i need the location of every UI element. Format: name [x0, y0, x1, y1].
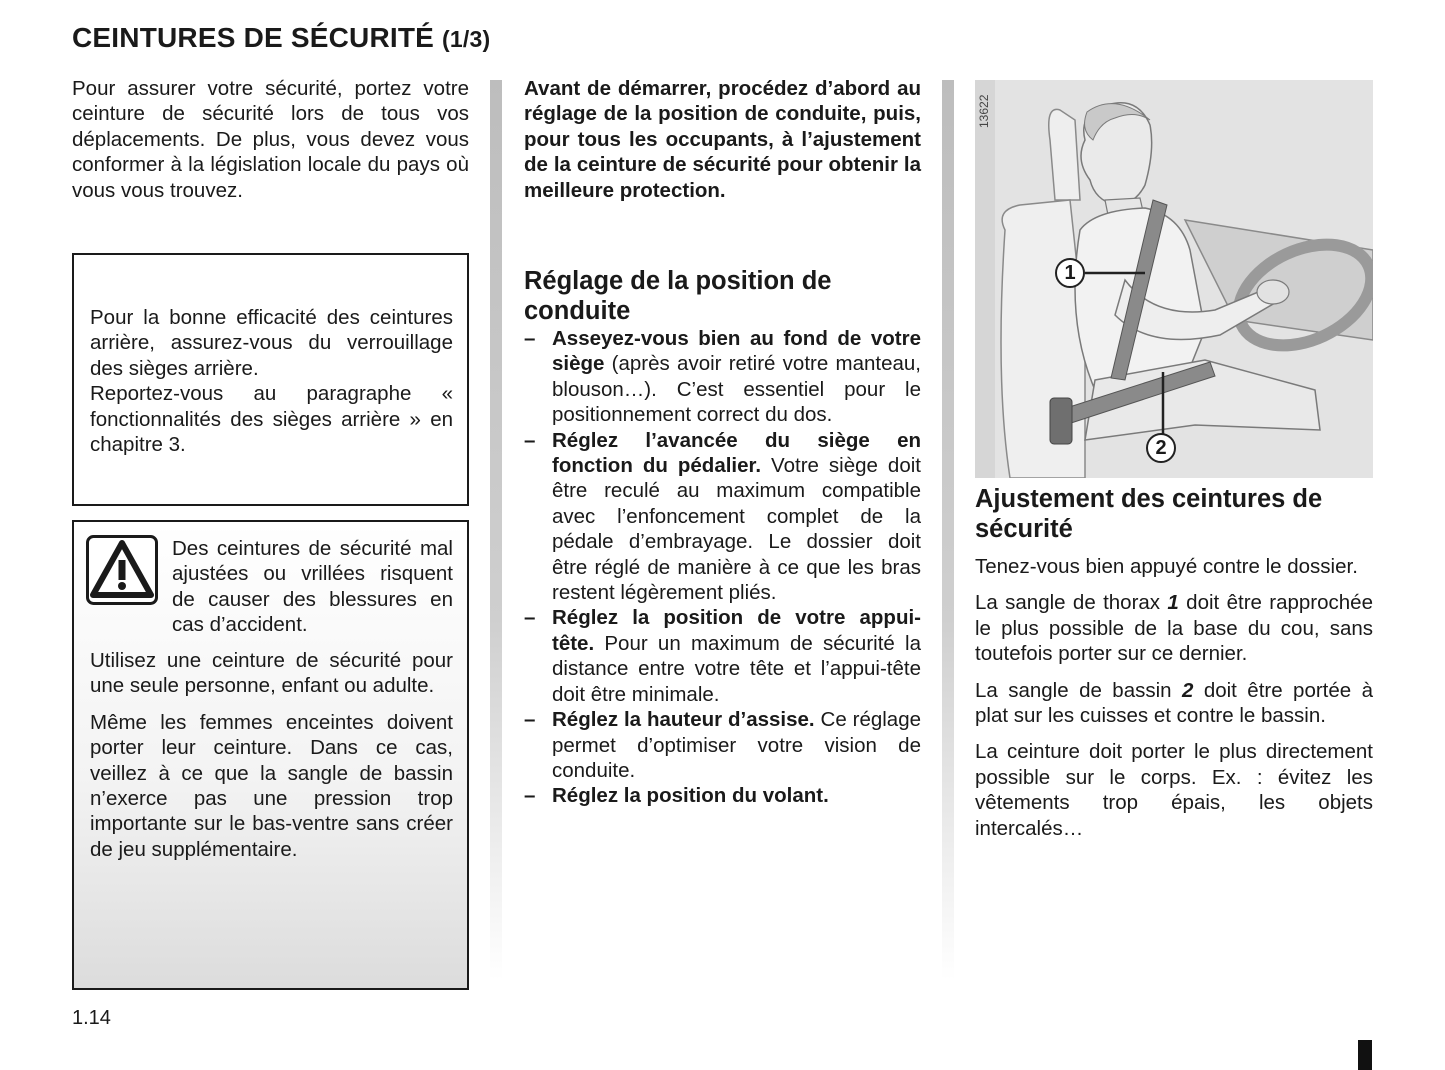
page-title-main: CEINTURES DE SÉCURITÉ — [72, 22, 435, 53]
warning-text-2: Utilisez une ceinture de sécurité pour une seule personne, enfant ou adulte. — [90, 649, 453, 698]
seatbelt-illustration — [975, 80, 1373, 478]
note-box — [72, 253, 469, 506]
warning-triangle-icon — [86, 535, 158, 605]
page-title-part: (1/3) — [442, 26, 491, 52]
note-text-2: Reportez-vous au paragraphe « fonctionnalités des sièges arrière » en chapitre 3. — [90, 382, 453, 457]
figure-code: 13622 — [977, 94, 991, 128]
belt-text-2: La sangle de thorax 1 doit être rapprochée le plus possible de la base du cou, sans toutefois porter sur ce dernier. — [975, 591, 1373, 666]
adjustment-list — [524, 326, 921, 809]
belt-text-1: Tenez-vous bien appuyé contre le dossier. — [975, 555, 1358, 578]
list-item: – Réglez la hauteur d’assise. Ce réglage permet d’optimiser votre vision de conduite. — [524, 708, 922, 782]
section-heading-driving-position: Réglage de la position de conduite — [524, 267, 832, 325]
page-number: 1.14 — [72, 1007, 111, 1029]
warning-text-3: Même les femmes enceintes doivent porter leur ceinture. Dans ce cas, veillez à ce que la sangle de bassin n’exerce pas une pression trop importante sur le bas-ventre sans créer de jeu supplémentaire. — [90, 710, 453, 861]
belt-text-3: La sangle de bassin 2 doit être portée à plat sur les cuisses et contre le bassin. — [975, 678, 1373, 728]
belt-text-4: La ceinture doit porter le plus directement possible sur le corps. Ex. : évitez les vêtements trop épais, les objets intercalés… — [975, 740, 1373, 840]
callout-2: 2 — [1146, 433, 1176, 463]
column-separator — [490, 80, 502, 980]
lead-paragraph: Avant de démarrer, procédez d’abord au réglage de la position de conduite, puis, pour tous les occupants, à l’ajustement de la ceinture de sécurité pour obtenir la meilleure protection. — [524, 77, 921, 202]
belt-adjustment-text — [975, 554, 1373, 841]
list-item: – Réglez la position du volant. — [524, 784, 829, 808]
list-item: – Asseyez-vous bien au fond de votre siège (après avoir retiré votre manteau, blouson…). C’est essentiel pour le positionnement correct du dos. — [524, 327, 921, 427]
warning-text-1: Des ceintures de sécurité mal ajustées ou vrillées risquent de causer des blessures en cas d’accident. — [172, 537, 453, 637]
column-separator — [942, 80, 954, 980]
note-text-1: Pour la bonne efficacité des ceintures arrière, assurez-vous du verrouillage des sièges arrière. — [90, 306, 453, 380]
driver-seatbelt-drawing — [975, 80, 1373, 478]
page-title — [72, 22, 490, 54]
list-item: – Réglez l’avancée du siège en fonction du pédalier. Votre siège doit être reculé au maximum compatible avec l’enfoncement complet de la pédale d’embrayage. Le dossier doit être réglé de manière à ce que les bras restent légèrement pliés. — [524, 428, 921, 605]
chapter-tab-marker — [1358, 1040, 1372, 1070]
intro-paragraph: Pour assurer votre sécurité, portez votre ceinture de sécurité lors de tous vos déplacements. De plus, vous devez vous conformer à la législation locale du pays où vous vous trouvez. — [72, 77, 469, 202]
callout-1: 1 — [1055, 258, 1085, 288]
section-heading-belt-adjustment: Ajustement des ceintures de sécurité — [975, 485, 1323, 543]
list-item: – Réglez la position de votre appui-tête. Pour un maximum de sécurité la distance entre votre tête et l’appui-tête doit être minimale. — [524, 606, 921, 706]
